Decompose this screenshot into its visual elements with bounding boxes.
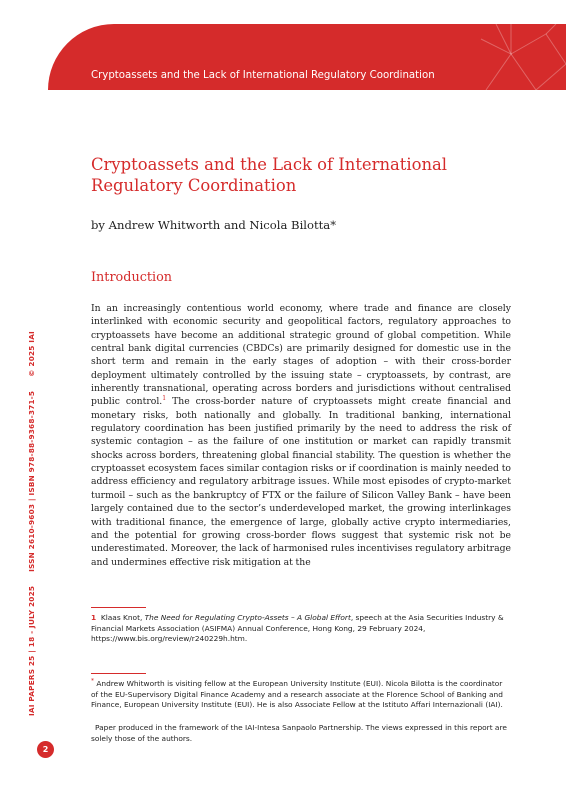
body-paragraph xyxy=(91,302,511,569)
page-title: Cryptoassets and the Lack of International Regulatory Coordination xyxy=(91,155,448,195)
footnote-number: 1 xyxy=(91,613,97,622)
paragraph-text-part-1: In an increasingly contentious world economy, where trade and finance are closely interlinked with economic security and geopolitical factors, regulatory approaches to cryptoassets have become an additional strategic ground of global competition. While central bank digital currencies (CBDCs) are primarily designed for domestic use in the short term and remain in the early stages of adoption – with their cross-border deployment ultimately controlled by the issuing state – cryptoassets, by contrast, are inherently transnational, operating across borders and jurisdictions without centralised public control. xyxy=(91,303,511,408)
paragraph-text-part-2: The cross-border nature of cryptoassets might create financial and monetary risks, both nationally and globally. In traditional banking, international regulatory coordination has been justified primarily by the need to address the risk of systemic contagion – as the failure of one institution or market can rapidly transmit shocks across borders, threatening global financial stability. The question is whether the cryptoasset ecosystem faces similar contagion risks or if coordination is mainly needed to address efficiency and regulatory arbitrage issues. While most episodes of crypto-market turmoil – such as the bankruptcy of FTX or the failure of Silicon Valley Bank – have been largely contained due to the sector’s underdeveloped market, the growing interlinkages with traditional finance, the emergence of large, globally active crypto intermediaries, and the potential for growing cross-border flows suggest that systemic risk not be underestimated. Moreover, the lack of harmonised rules incentivises regulatory arbitrage and undermines effective risk mitigation at the xyxy=(91,396,512,568)
footnote-author: Klaas Knot, xyxy=(100,613,145,622)
footnote xyxy=(91,613,511,645)
issn-label: ISSN 2610-9603 | ISBN 978-88-9368-371-5 xyxy=(27,390,36,572)
series-label: IAI PAPERS 25 | 18 - JULY 2025 xyxy=(27,585,36,716)
section-heading: Introduction xyxy=(91,270,173,285)
banner-decoration-icon xyxy=(456,24,566,90)
footnote-details: , speech at the Asia Securities Industry & Financial Markets Association (ASIFMA) Annual Conference, Hong Kong, 29 February 2024, https://www.bis.org/review/r240229h.htm. xyxy=(91,613,504,644)
footnote-work-title: The Need for Regulating Crypto-Assets – A Global Effort xyxy=(144,613,351,622)
affiliation-marker: * xyxy=(91,677,94,685)
author-line: by Andrew Whitworth and Nicola Bilotta* xyxy=(91,218,336,232)
partnership-note: Paper produced in the framework of the IAI-Intesa Sanpaolo Partnership. The views expressed in this report are solely those of the authors. xyxy=(91,723,507,743)
sidebar-metadata xyxy=(27,331,36,716)
running-title: Cryptoassets and the Lack of International Regulatory Coordination xyxy=(91,70,435,81)
footnote-divider xyxy=(91,607,146,608)
header-banner xyxy=(48,24,566,90)
affiliation-divider xyxy=(91,673,146,674)
author-affiliation xyxy=(91,679,511,711)
affiliation-text: Andrew Whitworth is visiting fellow at the European University Institute (EUI). Nicola Bilotta is the coordinator of the EU-Supervisory Digital Finance Academy and a research associate at the Florence School of Banking and Finance, European University Institute (EUI). He is also Associate Fellow at the Istituto Affari Internazionali (IAI). xyxy=(91,679,503,710)
footnote-reference[interactable]: 1 xyxy=(162,395,167,403)
copyright-label: © 2025 IAI xyxy=(27,331,36,377)
page-number: 2 xyxy=(37,741,54,758)
